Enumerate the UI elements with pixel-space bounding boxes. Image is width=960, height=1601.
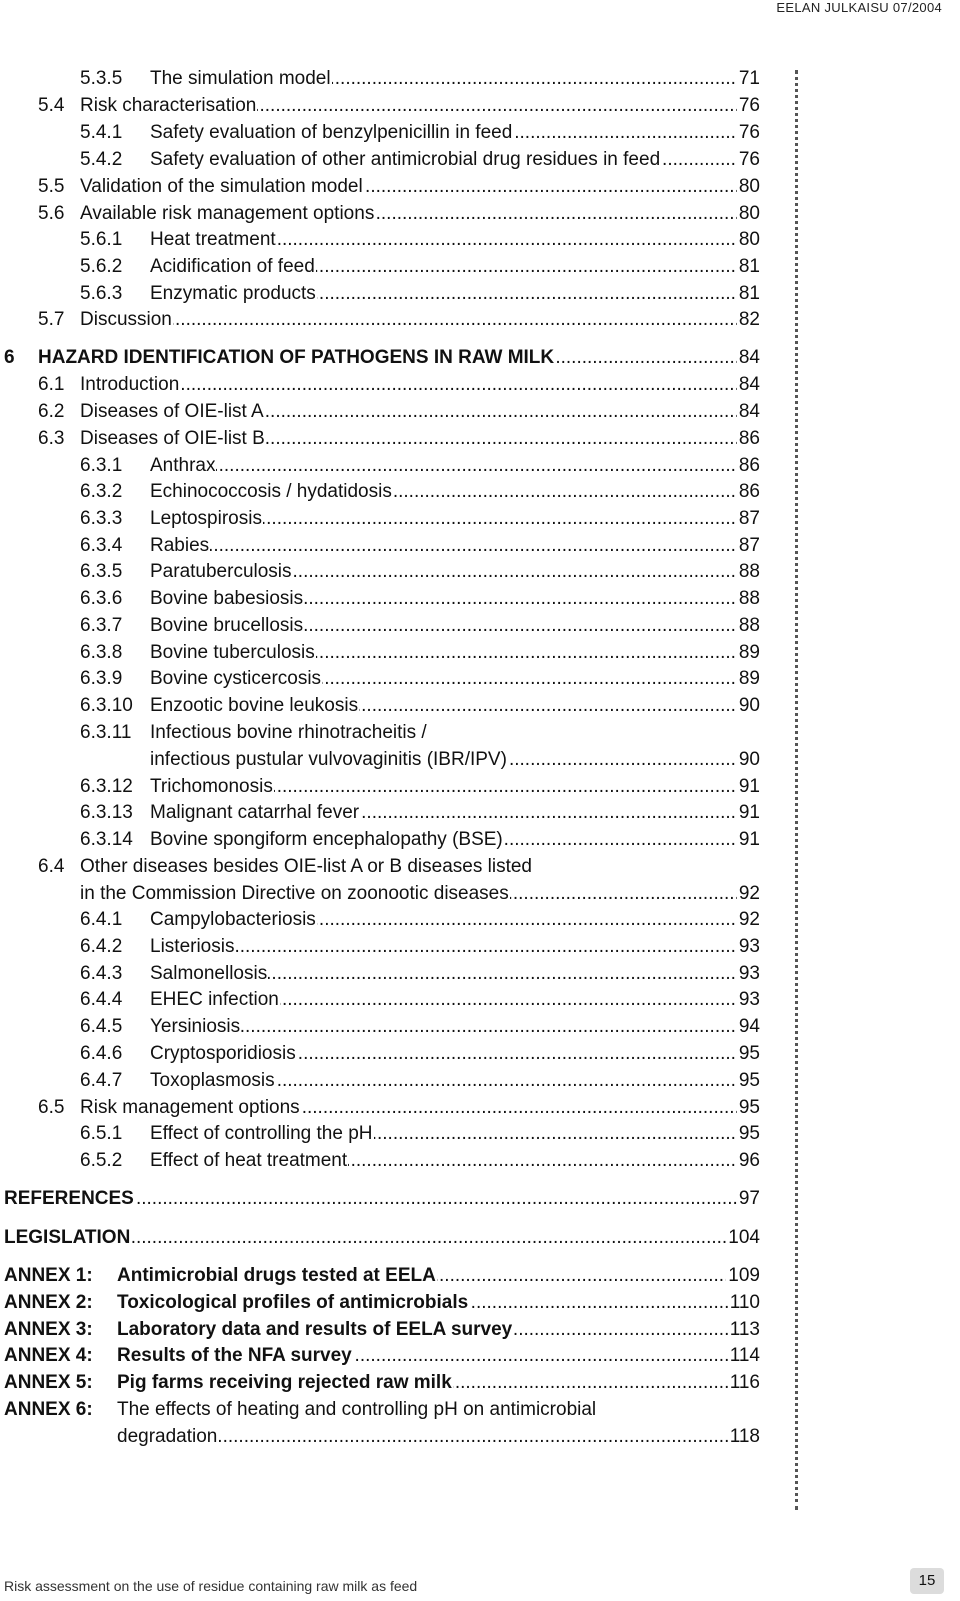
toc-title: Salmonellosis: [150, 963, 268, 984]
toc-number: 6.2: [38, 401, 65, 422]
toc-number: 6.4.5: [80, 1016, 123, 1037]
toc-page-number: 81: [738, 283, 760, 304]
toc-entry[interactable]: [0, 588, 760, 610]
toc-page-number: 109: [728, 1265, 760, 1286]
toc-title: Introduction: [80, 374, 180, 395]
toc-title: Safety evaluation of other antimicrobial drug residues in feed: [150, 149, 661, 170]
toc-entry[interactable]: [0, 508, 760, 530]
toc-page-number: 95: [738, 1070, 760, 1091]
toc-number: 6.5.1: [80, 1123, 123, 1144]
toc-number: 6.4.3: [80, 963, 123, 984]
toc-number: 5.6: [38, 203, 65, 224]
toc-title: Risk characterisation: [80, 95, 257, 116]
toc-page-number: 81: [738, 256, 760, 277]
toc-entry[interactable]: [0, 1123, 760, 1145]
toc-number: 6.3: [38, 428, 65, 449]
toc-title: HAZARD IDENTIFICATION OF PATHOGENS IN RAW MILK: [38, 347, 555, 368]
toc-entry[interactable]: [0, 95, 760, 117]
toc-title: Discussion: [80, 309, 172, 330]
toc-entry[interactable]: [0, 1345, 760, 1367]
toc-number: 6.4.2: [80, 936, 123, 957]
toc-page-number: 76: [738, 95, 760, 116]
toc-entry[interactable]: [0, 1097, 760, 1119]
toc-page-number: 89: [738, 668, 760, 689]
toc-title: degradation: [117, 1426, 218, 1447]
toc-page-number: 94: [738, 1016, 760, 1037]
toc-number: 6.3.14: [80, 829, 133, 850]
toc-page-number: 90: [738, 749, 760, 770]
toc-entry[interactable]: [0, 776, 760, 798]
toc-number: 6.3.5: [80, 561, 123, 582]
toc-title: Heat treatment: [150, 229, 276, 250]
toc-entry[interactable]: [0, 428, 760, 450]
toc-page-number: 82: [738, 309, 760, 330]
toc-title: Malignant catarrhal fever: [150, 802, 360, 823]
toc-number: 5.6.1: [80, 229, 123, 250]
toc-page-number: 88: [738, 588, 760, 609]
toc-number: 6.5: [38, 1097, 65, 1118]
toc-title: LEGISLATION: [4, 1227, 131, 1248]
toc-page-number: 84: [738, 401, 760, 422]
toc-page-number: 104: [728, 1227, 760, 1248]
toc-entry[interactable]: [0, 455, 760, 477]
toc-number: 6.4.1: [80, 909, 123, 930]
toc-entry[interactable]: [0, 561, 760, 583]
toc-entry[interactable]: [0, 1372, 760, 1394]
toc-entry[interactable]: [0, 1043, 760, 1065]
toc-entry[interactable]: [0, 347, 760, 369]
toc-entry[interactable]: [0, 283, 760, 305]
toc-page-number: 76: [738, 122, 760, 143]
toc-number: ANNEX 6:: [4, 1399, 93, 1420]
toc-number: 6.4.7: [80, 1070, 123, 1091]
toc-entry[interactable]: [0, 695, 760, 717]
toc-number: 6.3.13: [80, 802, 133, 823]
toc-entry[interactable]: [0, 909, 760, 931]
toc-page-number: 90: [738, 695, 760, 716]
toc-page-number: 96: [738, 1150, 760, 1171]
toc-title: Results of the NFA survey: [117, 1345, 352, 1366]
toc-number: 5.3.5: [80, 68, 123, 89]
toc-entry[interactable]: [0, 1292, 760, 1314]
toc-title: Cryptosporidiosis: [150, 1043, 296, 1064]
toc-number: 6.3.1: [80, 455, 123, 476]
toc-title: Bovine cysticercosis: [150, 668, 322, 689]
toc-page-number: 91: [738, 776, 760, 797]
toc-number: 5.4.1: [80, 122, 123, 143]
toc-page-number: 91: [738, 829, 760, 850]
toc-page-number: 118: [729, 1426, 760, 1447]
toc-number: 6.3.10: [80, 695, 133, 716]
toc-page-number: 116: [729, 1372, 760, 1393]
toc-title: Effect of heat treatment: [150, 1150, 348, 1171]
toc-entry[interactable]: [0, 642, 760, 664]
running-header: EELAN JULKAISU 07/2004: [776, 0, 942, 15]
toc-page-number: 84: [738, 347, 760, 368]
toc-entry[interactable]: [0, 1070, 760, 1092]
toc-page-number: 92: [738, 909, 760, 930]
dot-leader: [150, 936, 760, 958]
toc-number: 5.6.3: [80, 283, 123, 304]
toc-number: 6.3.8: [80, 642, 123, 663]
toc-page-number: 80: [738, 176, 760, 197]
toc-entry[interactable]: [0, 149, 760, 171]
toc-title: Diseases of OIE-list B: [80, 428, 265, 449]
toc-page-number: 88: [738, 615, 760, 636]
toc-page-number: 97: [738, 1188, 760, 1209]
toc-title: in the Commission Directive on zoonootic diseases: [80, 883, 509, 904]
toc-number: 6.4.6: [80, 1043, 123, 1064]
toc-number: 6.3.11: [80, 722, 132, 743]
footer-title: Risk assessment on the use of residue containing raw milk as feed: [4, 1578, 418, 1594]
toc-number: 6.1: [38, 374, 65, 395]
toc-number: ANNEX 1:: [4, 1265, 93, 1286]
dot-leader: [150, 455, 760, 477]
toc-title: Infectious bovine rhinotracheitis /: [150, 722, 427, 743]
toc-number: 6.3.12: [80, 776, 133, 797]
toc-number: 6.3.9: [80, 668, 123, 689]
toc-page-number: 86: [738, 428, 760, 449]
toc-title: Paratuberculosis: [150, 561, 292, 582]
toc-number: 6.4.4: [80, 989, 123, 1010]
toc-entry[interactable]: [0, 1426, 760, 1448]
toc-title: Bovine spongiform encephalopathy (BSE): [150, 829, 503, 850]
toc-entry[interactable]: [0, 229, 760, 251]
dot-leader: [80, 374, 760, 396]
toc-number: 6.3.2: [80, 481, 123, 502]
toc-page-number: 95: [738, 1123, 760, 1144]
toc-title: Acidification of feed: [150, 256, 315, 277]
toc-title: Toxoplasmosis: [150, 1070, 275, 1091]
toc-entry[interactable]: [0, 122, 760, 144]
toc-entry[interactable]: [0, 615, 760, 637]
toc-entry[interactable]: [0, 203, 760, 225]
dot-leader: [150, 1016, 760, 1038]
toc-page-number: 87: [738, 508, 760, 529]
toc-page-number: 91: [738, 802, 760, 823]
toc-number: 6.3.6: [80, 588, 123, 609]
toc-title: Listeriosis: [150, 936, 235, 957]
toc-title: The effects of heating and controlling pH on antimicrobial: [117, 1399, 597, 1420]
toc-number: 6.3.4: [80, 535, 123, 556]
toc-number: 5.6.2: [80, 256, 123, 277]
toc-title: Toxicological profiles of antimicrobials: [117, 1292, 469, 1313]
toc-page-number: 87: [738, 535, 760, 556]
toc-page-number: 93: [738, 963, 760, 984]
toc-page-number: 93: [738, 989, 760, 1010]
toc-title: Trichomonosis: [150, 776, 273, 797]
toc-number: 6.3.3: [80, 508, 123, 529]
toc-entry[interactable]: [0, 374, 760, 396]
toc-page-number: 76: [738, 149, 760, 170]
toc-entry[interactable]: [0, 668, 760, 690]
toc-entry[interactable]: [0, 481, 760, 503]
toc-entry[interactable]: [0, 176, 760, 198]
toc-title: Diseases of OIE-list A: [80, 401, 264, 422]
toc-page-number: 113: [729, 1319, 760, 1340]
toc-entry[interactable]: [0, 1016, 760, 1038]
toc-number: 5.5: [38, 176, 65, 197]
toc-title: Pig farms receiving rejected raw milk: [117, 1372, 452, 1393]
toc-entry[interactable]: [0, 1227, 760, 1249]
toc-entry[interactable]: [0, 256, 760, 278]
toc-page-number: 86: [738, 481, 760, 502]
toc-number: 5.4: [38, 95, 65, 116]
dot-leader: [150, 535, 760, 557]
toc-page-number: 88: [738, 561, 760, 582]
toc-title: Campylobacteriosis: [150, 909, 316, 930]
toc-number: 6.3.7: [80, 615, 123, 636]
toc-page-number: 110: [729, 1292, 760, 1313]
toc-title: Bovine tuberculosis: [150, 642, 315, 663]
toc-number: 5.4.2: [80, 149, 123, 170]
toc-title: Leptospirosis: [150, 508, 262, 529]
dotted-margin-rule: [795, 70, 798, 1510]
toc-title: Safety evaluation of benzylpenicillin in feed: [150, 122, 513, 143]
toc-entry[interactable]: [0, 1265, 760, 1287]
toc-title: EHEC infection: [150, 989, 279, 1010]
toc-title: Yersiniosis: [150, 1016, 241, 1037]
toc-title: Risk management options: [80, 1097, 300, 1118]
toc-number: 6: [4, 347, 15, 368]
toc-entry[interactable]: [0, 936, 760, 958]
toc-title: Bovine babesiosis: [150, 588, 304, 609]
toc-title: Effect of controlling the pH: [150, 1123, 373, 1144]
toc-page-number: 80: [738, 203, 760, 224]
toc-entry[interactable]: [0, 829, 760, 851]
toc-page-number: 92: [738, 883, 760, 904]
toc-entry[interactable]: [0, 883, 760, 905]
toc-number: ANNEX 5:: [4, 1372, 93, 1393]
toc-page-number: 86: [738, 455, 760, 476]
toc-entry[interactable]: [0, 749, 760, 771]
toc-entry[interactable]: [0, 802, 760, 824]
toc-title: infectious pustular vulvovaginitis (IBR/IPV): [150, 749, 507, 770]
toc-page-number: 95: [738, 1043, 760, 1064]
toc-title: Echinococcosis / hydatidosis: [150, 481, 392, 502]
toc-page-number: 71: [738, 68, 760, 89]
toc-page-number: 95: [738, 1097, 760, 1118]
dot-leader: [80, 309, 760, 331]
toc-number: ANNEX 4:: [4, 1345, 93, 1366]
toc-title: Enzootic bovine leukosis: [150, 695, 359, 716]
page-number-badge: 15: [910, 1568, 944, 1594]
toc-entry[interactable]: [0, 535, 760, 557]
toc-number: 6.5.2: [80, 1150, 123, 1171]
toc-title: Rabies: [150, 535, 210, 556]
toc-entry[interactable]: [0, 963, 760, 985]
toc-page-number: 89: [738, 642, 760, 663]
toc-title: Enzymatic products: [150, 283, 316, 304]
toc-title: REFERENCES: [4, 1188, 134, 1209]
toc-page-number: 80: [738, 229, 760, 250]
toc-title: Anthrax: [150, 455, 216, 476]
toc-number: ANNEX 2:: [4, 1292, 93, 1313]
toc-entry[interactable]: [0, 1150, 760, 1172]
toc-number: 5.7: [38, 309, 65, 330]
toc-entry[interactable]: [0, 68, 760, 90]
toc-page-number: 93: [738, 936, 760, 957]
toc-title: Antimicrobial drugs tested at EELA: [117, 1265, 436, 1286]
toc-entry[interactable]: [0, 1188, 760, 1210]
toc-number: ANNEX 3:: [4, 1319, 93, 1340]
toc-title: Available risk management options: [80, 203, 375, 224]
toc-entry[interactable]: [0, 1319, 760, 1341]
toc-entry[interactable]: [0, 989, 760, 1011]
toc-title: Laboratory data and results of EELA survey: [117, 1319, 513, 1340]
toc-page-number: 84: [738, 374, 760, 395]
toc-title: The simulation model: [150, 68, 331, 89]
toc-entry[interactable]: [0, 401, 760, 423]
toc-title: Bovine brucellosis: [150, 615, 304, 636]
toc-title: Other diseases besides OIE-list A or B diseases listed: [80, 856, 532, 877]
toc-page-number: 114: [729, 1345, 760, 1366]
toc-number: 6.4: [38, 856, 65, 877]
toc-title: Validation of the simulation model: [80, 176, 363, 197]
toc-entry[interactable]: [0, 309, 760, 331]
